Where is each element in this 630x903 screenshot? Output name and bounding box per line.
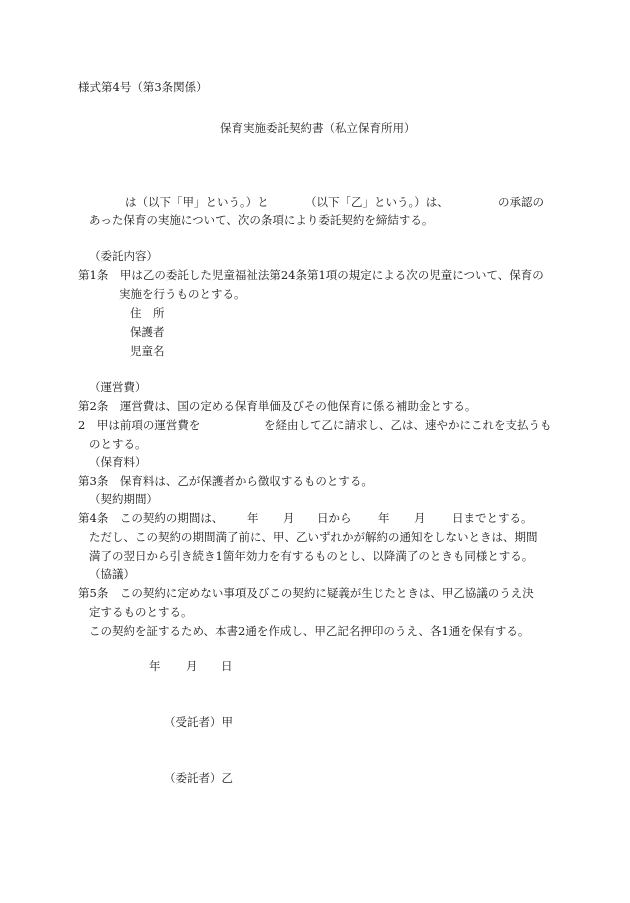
intro-part-3: の承認の xyxy=(498,195,544,209)
article-3-line-1: 第3条 保育料は、乙が保護者から徴収するものとする。 xyxy=(78,474,373,488)
form-label: 様式第4号（第3条関係） xyxy=(78,80,208,94)
date-year: 年 xyxy=(149,659,161,673)
article-2-line-2b: を経由して乙に請求し、乙は、速やかにこれを支払うも xyxy=(264,418,552,432)
truster-signature: （委託者）乙 xyxy=(164,771,233,785)
contract-end-month: 月 xyxy=(414,511,426,525)
article-4-line-1a: 第4条 この契約の期間は、 xyxy=(78,511,224,525)
date-month: 月 xyxy=(186,659,198,673)
child-name-label: 児童名 xyxy=(130,344,165,358)
contract-start-year: 年 xyxy=(247,511,259,525)
trustee-signature: （受託者）甲 xyxy=(164,715,233,729)
article-2-line-2a: 2 甲は前項の運営費を xyxy=(78,418,201,432)
article-1-line-1: 第1条 甲は乙の委託した児童福祉法第24条第1項の規定による次の児童について、保育の xyxy=(78,268,544,282)
closing-statement: この契約を証するため、本書2通を作成し、甲乙記名押印のうえ、各1通を保有する。 xyxy=(89,624,530,638)
article-5-line-1: 第5条 この契約に定めない事項及びこの契約に疑義が生じたときは、甲乙協議のうえ決 xyxy=(78,586,534,600)
intro-line-2: あった保育の実施について、次の条項により委託契約を締結する。 xyxy=(89,213,434,227)
article-4-heading: （契約期間） xyxy=(89,492,158,506)
contract-end-year: 年 xyxy=(378,511,390,525)
article-5-heading: （協議） xyxy=(89,567,135,581)
article-4-line-2: ただし、この契約の期間満了前に、甲、乙いずれかが解約の通知をしないときは、期間 xyxy=(89,530,538,544)
contract-start-month: 月 xyxy=(283,511,295,525)
contract-start-day: 日から xyxy=(317,511,352,525)
contract-end-day: 日までとする。 xyxy=(452,511,533,525)
article-2-line-3: のとする。 xyxy=(89,437,147,451)
article-2-heading: （運営費） xyxy=(89,380,147,394)
date-day: 日 xyxy=(221,659,233,673)
article-1-heading: （委託内容） xyxy=(89,249,158,263)
article-1-line-2: 実施を行うものとする。 xyxy=(119,287,246,301)
article-3-heading: （保育料） xyxy=(89,455,147,469)
document-title: 保育実施委託契約書（私立保育所用） xyxy=(220,121,416,135)
guardian-label: 保護者 xyxy=(130,325,165,339)
article-5-line-2: 定するものとする。 xyxy=(89,605,193,619)
child-address-label: 住 所 xyxy=(130,306,165,320)
intro-part-2: （以下「乙」という。）は、 xyxy=(305,195,449,209)
intro-part-1: は（以下「甲」という。）と xyxy=(125,195,269,209)
article-2-line-1: 第2条 運営費は、国の定める保育単価及びその他保育に係る補助金とする。 xyxy=(78,399,477,413)
article-4-line-3: 満了の翌日から引き続き1箇年効力を有するものとし、以降満了のときも同様とする。 xyxy=(89,549,534,563)
